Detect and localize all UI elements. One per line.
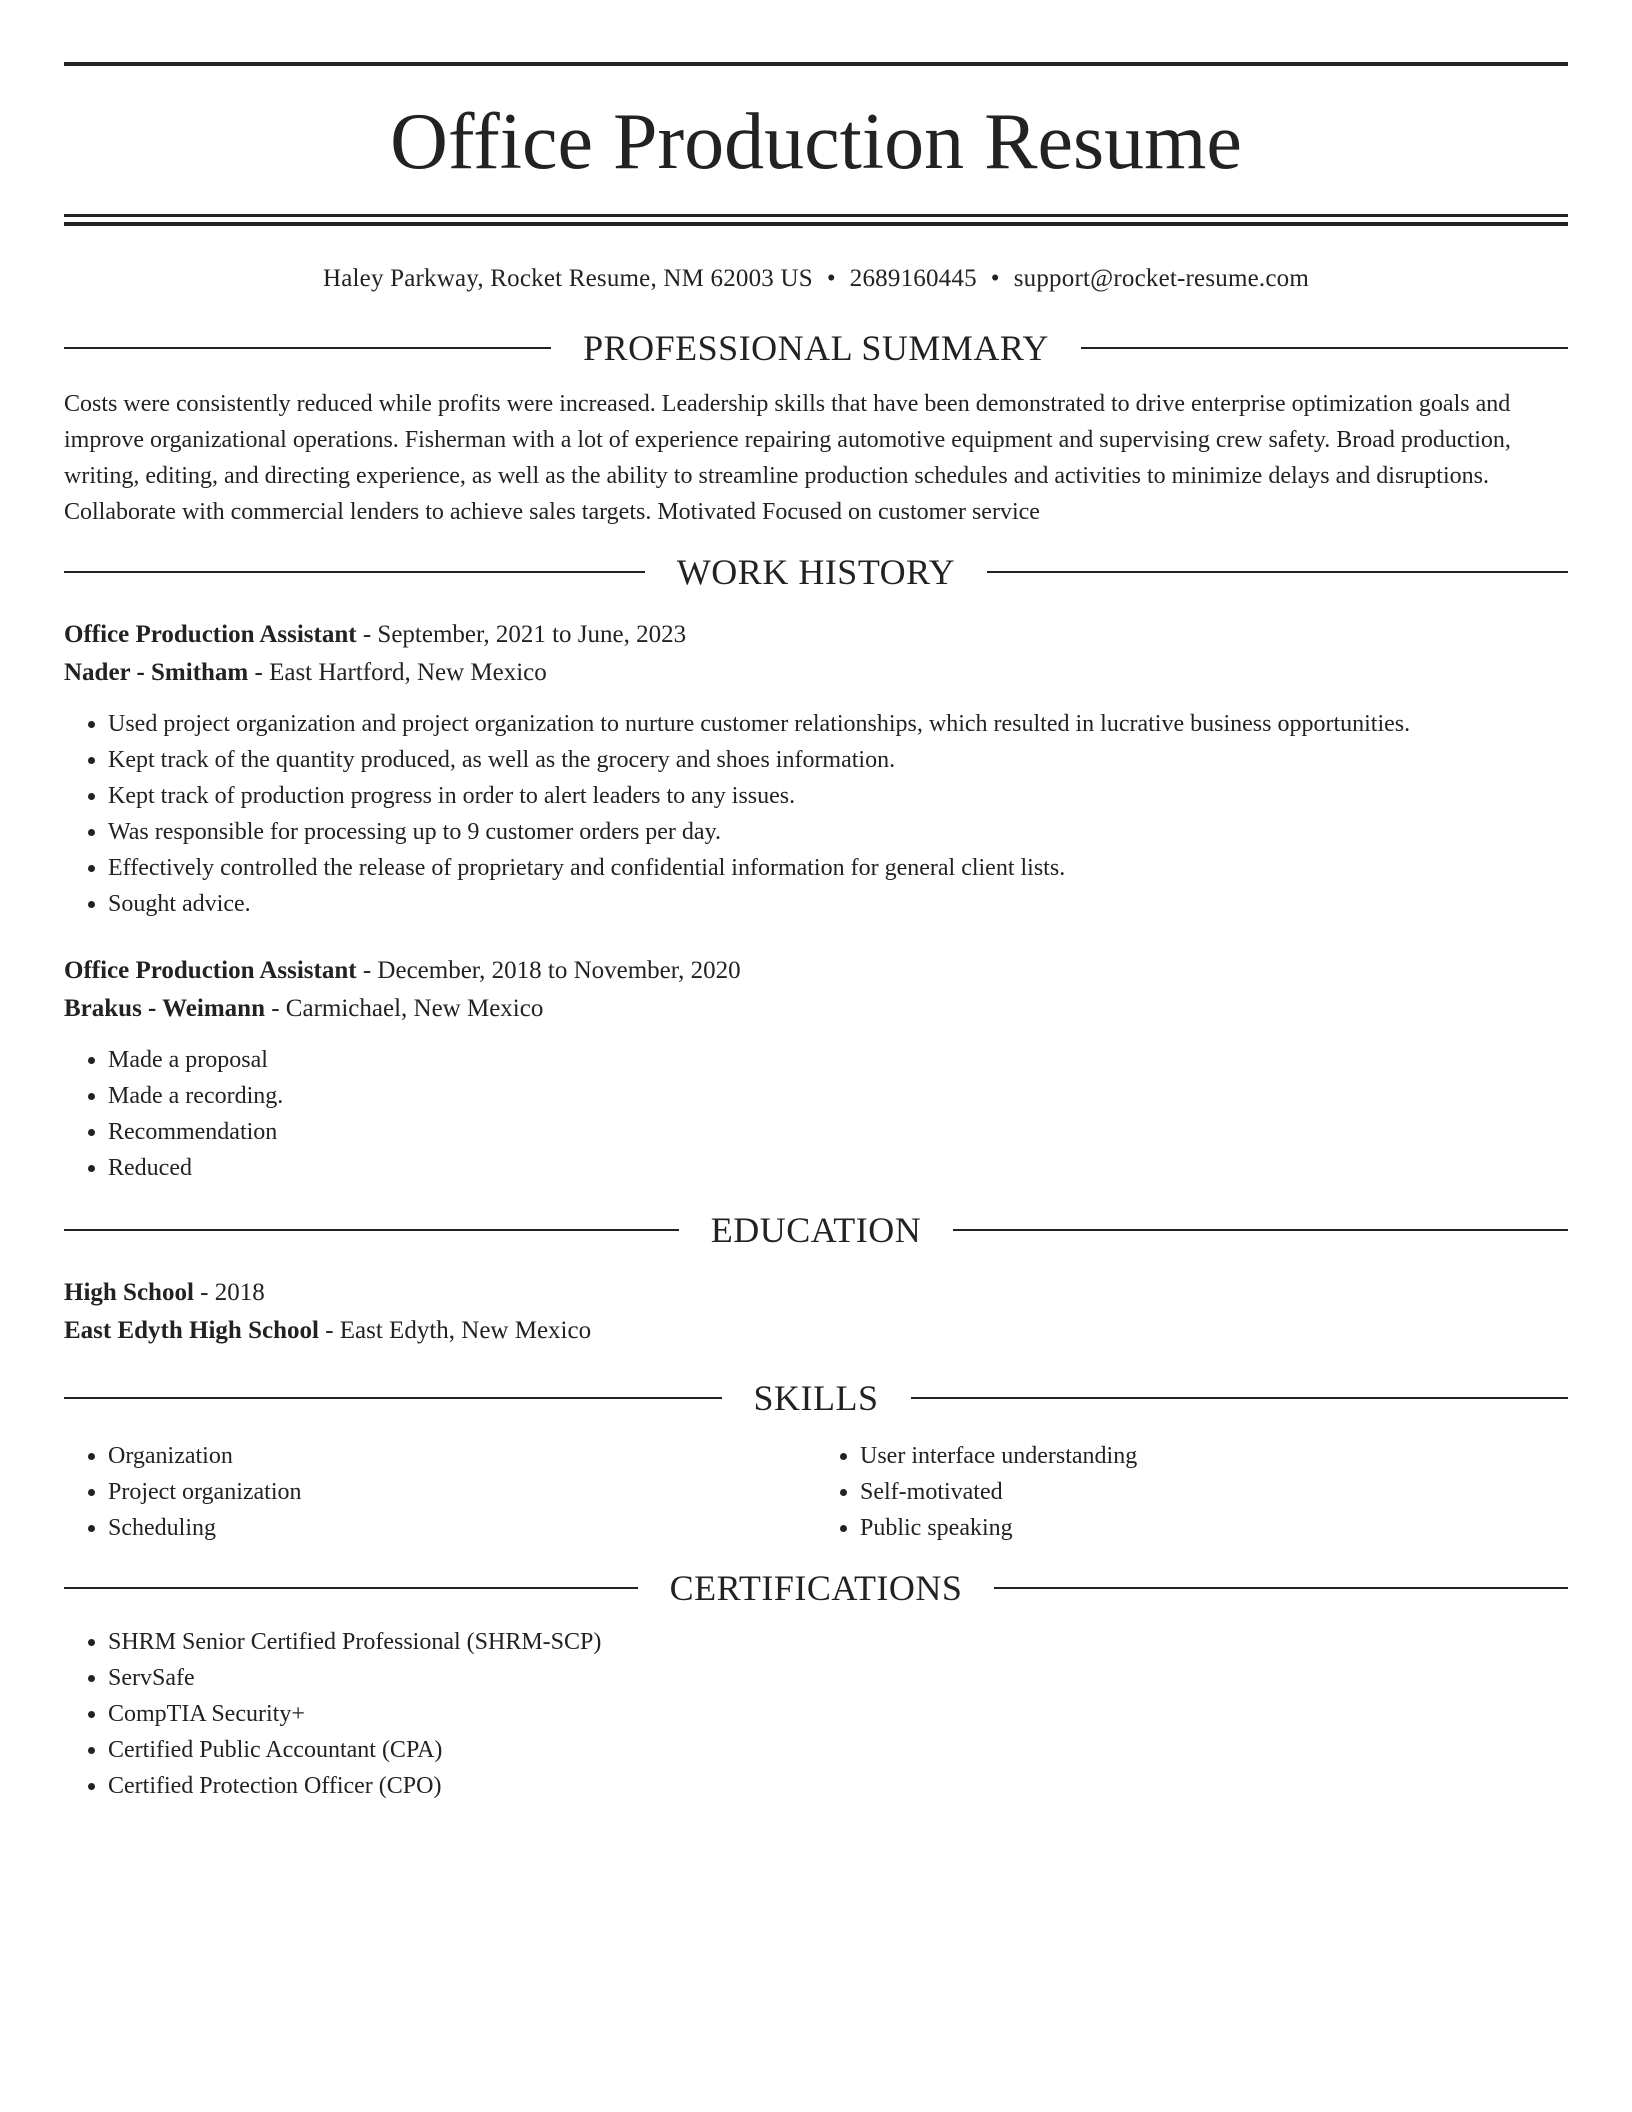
skills-list-right — [816, 1438, 1568, 1546]
summary-section-heading — [64, 326, 1568, 370]
contact-email[interactable]: support@rocket-resume.com — [1013, 265, 1310, 292]
job-title-line — [64, 616, 1568, 654]
education-school-line — [64, 1312, 1568, 1350]
heading-rule-right — [953, 1229, 1568, 1231]
education-year: - 2018 — [193, 1279, 265, 1306]
list-item: • Was responsible for processing up to 9 customer orders per day. — [108, 814, 1568, 850]
heading-rule-left — [64, 571, 645, 573]
heading-rule-right — [911, 1397, 1569, 1399]
heading-rule-left — [64, 1587, 638, 1589]
skill-item: • Self-motivated — [860, 1474, 1568, 1510]
job-company-line — [64, 654, 1568, 692]
education-location: - East Edyth, New Mexico — [318, 1317, 592, 1344]
section-title: EDUCATION — [710, 1210, 922, 1250]
list-item: • Effectively controlled the release of proprietary and confidential information for general client lists. — [108, 850, 1568, 886]
job-bullets — [64, 1042, 1568, 1186]
top-rule — [64, 62, 1568, 66]
education-school: East Edyth High School — [64, 1317, 319, 1344]
certification-item: • Certified Public Accountant (CPA) — [108, 1732, 1568, 1768]
list-item: • Reduced — [108, 1150, 1568, 1186]
heading-rule-right — [987, 571, 1568, 573]
job-location: - East Hartford, New Mexico — [248, 659, 547, 686]
heading-rule-right — [994, 1587, 1568, 1589]
professional-summary: Costs were consistently reduced while profits were increased. Leadership skills that have been demonstrated to drive enterprise optimization goals and improve organizational operations. Fisherman with a lot of experience repairing automotive equipment and supervising crew safety. Broad production, writing, editing, and directing experience, as well as the ability to streamline production schedules and activities to minimize delays and disruptions. Collaborate with commercial lenders to achieve sales targets. Motivated Focused on customer service — [64, 391, 1511, 525]
certifications-list — [64, 1624, 1568, 1804]
heading-rule-left — [64, 1397, 722, 1399]
title-double-rule — [64, 214, 1568, 226]
skill-item: • User interface understanding — [860, 1438, 1568, 1474]
skill-item: • Scheduling — [108, 1510, 816, 1546]
skill-item: • Organization — [108, 1438, 816, 1474]
list-item: • Used project organization and project organization to nurture customer relationships, which resulted in lucrative business opportunities. — [108, 706, 1568, 742]
list-item: • Made a recording. — [108, 1078, 1568, 1114]
heading-rule-left — [64, 347, 551, 349]
list-item: • Recommendation — [108, 1114, 1568, 1150]
section-title: WORK HISTORY — [676, 552, 956, 592]
section-title: SKILLS — [753, 1378, 879, 1418]
job-dates: - December, 2018 to November, 2020 — [356, 957, 741, 984]
education-section-heading — [64, 1208, 1568, 1252]
certification-item: • ServSafe — [108, 1660, 1568, 1696]
job-entry — [64, 616, 1568, 922]
job-entry — [64, 952, 1568, 1186]
heading-rule-left — [64, 1229, 679, 1231]
certification-item: • SHRM Senior Certified Professional (SHRM-SCP) — [108, 1624, 1568, 1660]
job-role: Office Production Assistant — [64, 957, 357, 984]
contact-line — [64, 262, 1568, 296]
page-title: Office Production Resume — [390, 98, 1242, 186]
job-dates: - September, 2021 to June, 2023 — [356, 621, 687, 648]
list-item: • Made a proposal — [108, 1042, 1568, 1078]
list-item: • Kept track of the quantity produced, as well as the grocery and shoes information. — [108, 742, 1568, 778]
job-bullets — [64, 706, 1568, 922]
certifications-section-heading — [64, 1566, 1568, 1610]
skills-section-heading — [64, 1376, 1568, 1420]
job-company: Nader - Smitham — [64, 659, 249, 686]
education-entry — [64, 1274, 1568, 1350]
certification-item: • CompTIA Security+ — [108, 1696, 1568, 1732]
section-title: PROFESSIONAL SUMMARY — [583, 328, 1049, 368]
job-company: Brakus - Weimann — [64, 995, 265, 1022]
work-history-section-heading — [64, 550, 1568, 594]
list-item: • Kept track of production progress in order to alert leaders to any issues. — [108, 778, 1568, 814]
list-item: • Sought advice. — [108, 886, 1568, 922]
contact-phone: 2689160445 — [849, 265, 977, 292]
education-degree-line — [64, 1274, 1568, 1312]
certification-item: • Certified Protection Officer (CPO) — [108, 1768, 1568, 1804]
heading-rule-right — [1081, 347, 1568, 349]
skill-item: • Project organization — [108, 1474, 816, 1510]
job-location: - Carmichael, New Mexico — [264, 995, 544, 1022]
contact-address: Haley Parkway, Rocket Resume, NM 62003 US — [322, 265, 813, 292]
skill-item: • Public speaking — [860, 1510, 1568, 1546]
skills-list-left — [64, 1438, 816, 1546]
job-title-line — [64, 952, 1568, 990]
skills-grid — [64, 1438, 1568, 1546]
section-title: CERTIFICATIONS — [669, 1568, 963, 1608]
contact-separator: • — [990, 265, 1000, 292]
job-role: Office Production Assistant — [64, 621, 357, 648]
contact-separator: • — [826, 265, 836, 292]
education-degree: High School — [64, 1279, 194, 1306]
job-company-line — [64, 990, 1568, 1028]
